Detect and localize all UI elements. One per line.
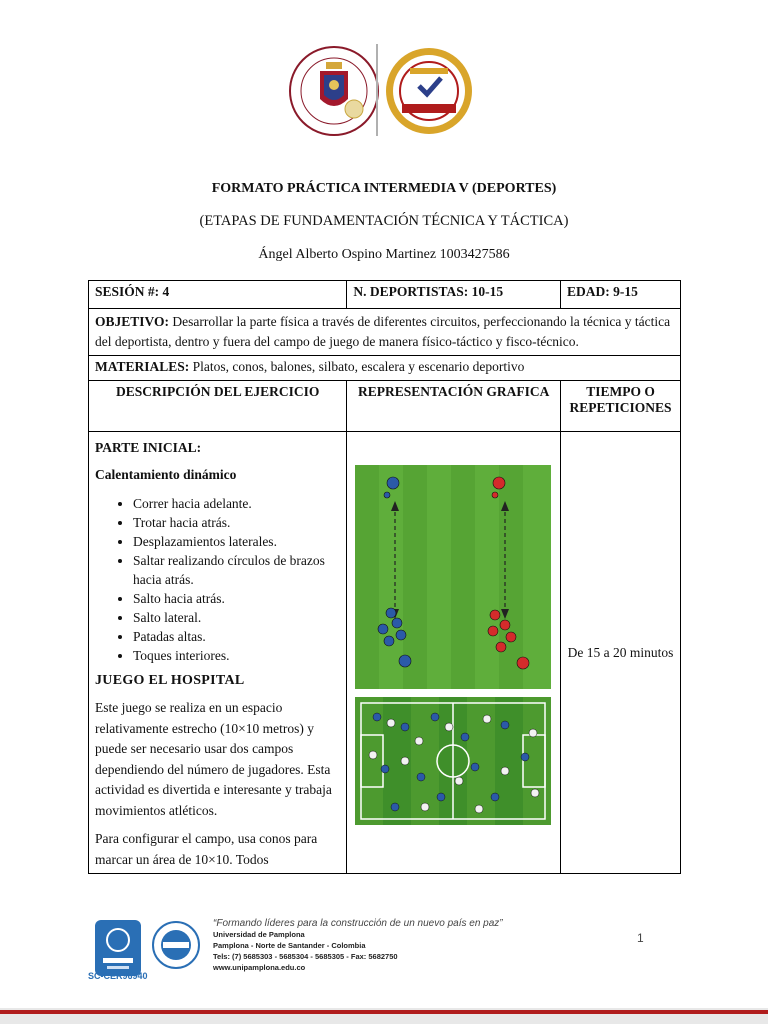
objective-row [89,309,681,356]
accreditation-seal-logo [384,46,474,136]
materials-label: MATERIALES: [95,359,190,374]
footer [0,905,768,1024]
age-range: EDAD: 9-15 [561,281,681,309]
time-cell: De 15 a 20 minutos [561,432,681,874]
game-paragraph-2: Para configurar el campo, usa conos para marcar un área de 10×10. Todos [95,831,318,867]
footer-quote: “Formando líderes para la construcción de un nuevo país en paz” [213,918,503,929]
list-item: • Salto lateral. [133,608,340,627]
column-header-graphic: REPRESENTACIÓN GRAFICA [347,381,561,432]
column-header-description: DESCRIPCIÓN DEL EJERCICIO [89,381,347,432]
footer-line: Tels: (7) 5685303 - 5685304 - 5685305 - Fax: 5682750 [213,952,398,961]
warmup-heading: Calentamiento dinámico [95,467,237,482]
footer-line: Universidad de Pamplona [213,930,305,939]
warmup-list [95,494,340,665]
logo-divider [376,44,378,136]
objective-text: Desarrollar la parte física a través de diferentes circuitos, perfeccionando la técnica y táctica del deportista, dentro y fuera del campo de juego de manera físico-táctico y fisco-técnico. [95,314,671,349]
author-line: Ángel Alberto Ospino Martinez 1003427586 [258,247,510,262]
list-item: • Trotar hacia atrás. [133,513,340,532]
university-seal-logo [288,45,380,137]
document-subtitle: (ETAPAS DE FUNDAMENTACIÓN TÉCNICA Y TÁCTICA) [199,213,569,229]
footer-contact [213,918,503,973]
warmup-field-diagram [355,465,551,689]
list-item: • Toques interiores. [133,646,340,665]
list-item: • Desplazamientos laterales. [133,532,340,551]
description-cell [89,432,347,874]
session-header-row [89,281,681,309]
game-paragraph-1: Este juego se realiza en un espacio relativamente estrecho (10×10 metros) y puede ser necesario usar dos campos dependiendo del número de jugadores. Esta actividad es divertida e interesante y trabaja movimientos atléticos. [95,700,332,818]
column-header-time: TIEMPO O REPETICIONES [561,381,681,432]
footer-line: Pamplona - Norte de Santander - Colombia [213,941,366,950]
part-heading: PARTE INICIAL: [95,440,202,455]
iqnet-certification-icon [151,920,201,970]
list-item: • Salto hacia atrás. [133,589,340,608]
document-title: FORMATO PRÁCTICA INTERMEDIA V (DEPORTES) [211,181,557,196]
graphic-cell [347,432,561,874]
hospital-game-field-diagram [355,697,551,825]
athletes-count: N. DEPORTISTAS: 10-15 [347,281,561,309]
list-item: • Saltar realizando círculos de brazos hacia atrás. [133,551,340,589]
exercise-row [89,432,681,874]
materials-text: Platos, conos, balones, silbato, escalera y escenario deportivo [189,359,525,374]
column-headers-row [89,381,681,432]
certificate-code: SC-CER96940 [88,971,148,981]
page-number: 1 [637,931,644,945]
objective-cell [89,309,681,356]
exercise-diagrams [355,465,551,825]
header-logos [0,42,768,142]
session-table [88,280,681,874]
footer-accent-stripe [0,1010,768,1014]
game-heading: JUEGO EL HOSPITAL [95,673,245,688]
list-item: • Patadas altas. [133,627,340,646]
footer-website-link[interactable]: www.unipamplona.edu.co [213,963,306,972]
materials-row [89,356,681,381]
list-item: • Correr hacia adelante. [133,494,340,513]
objective-label: OBJETIVO: [95,314,169,329]
session-number: SESIÓN #: 4 [89,281,347,309]
materials-cell [89,356,681,381]
footer-bar [0,1008,768,1024]
